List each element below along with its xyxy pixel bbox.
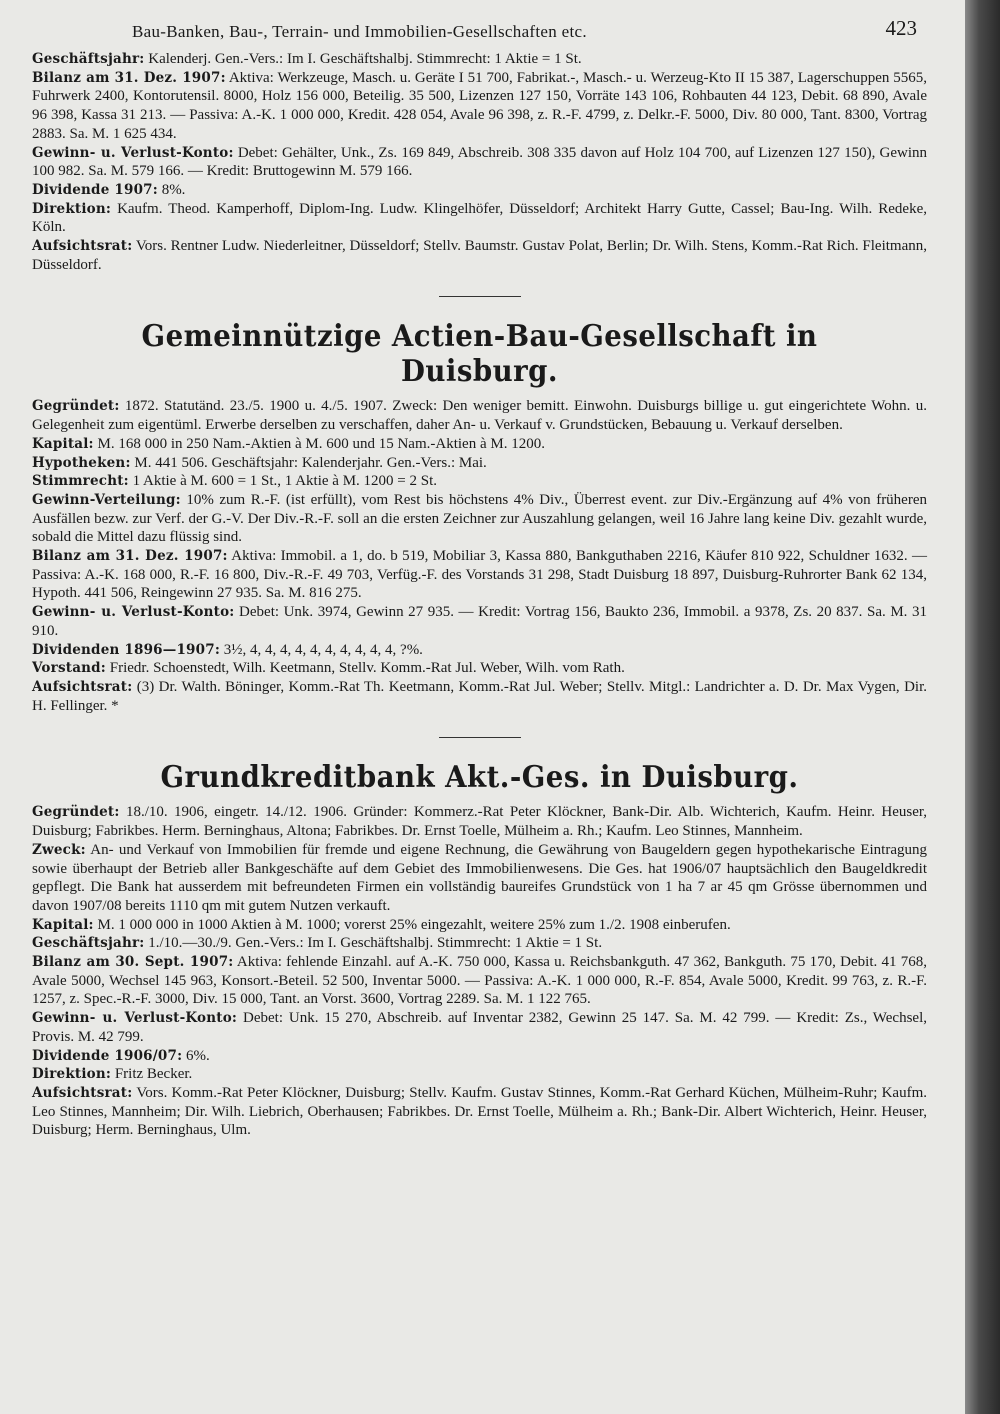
book-spine-shadow: [965, 0, 1000, 1414]
entry-paragraph: Kapital: M. 168 000 in 250 Nam.-Aktien à M. 600 und 15 Nam.-Aktien à M. 1200.: [32, 435, 545, 452]
entry-paragraph: Geschäftsjahr: Kalenderj. Gen.-Vers.: Im I. Geschäftshalbj. Stimmrecht: 1 Aktie = 1 St.: [32, 51, 582, 67]
entry-paragraph: Zweck: An- und Verkauf von Immobilien für fremde und eigene Rechnung, die Gewährung von Baugeldern gegen hypothekarische Eintragung sowie überhaupt der Betrieb aller Bankgeschäfte auf dem Gebiet des Immobilienwesens. Die Ges. hat 1906/07 hauptsächlich den Baugeldkredit gepflegt. Die Bank hat ausserdem mit befreundeten Firmen ein vollständig baureifes Grundstück von 1 ha 7 ar 45 qm Grösse übernommen und davon 1907/08 bereits 1110 qm mit gutem Nutzen verkauft.: [32, 841, 927, 914]
entry-paragraph: Gewinn- u. Verlust-Konto: Debet: Unk. 3974, Gewinn 27 935. — Kredit: Vortrag 156, Baukto 236, Immobil. a 9378, Zs. 20 837. Sa. M. 31 910.: [32, 604, 927, 639]
company-entry: [32, 760, 927, 1140]
company-heading: Grundkreditbank Akt.-Ges. in Duisburg.: [160, 760, 799, 796]
section-divider: [439, 737, 521, 738]
company-entry: [32, 319, 927, 715]
entry-paragraph: Dividenden 1896—1907: 3½, 4, 4, 4, 4, 4, 4, 4, 4, 4, 4, ?%.: [32, 641, 423, 658]
entry-paragraph: Direktion: Kaufm. Theod. Kamperhoff, Diplom-Ing. Ludw. Klingelhöfer, Düsseldorf; Architekt Harry Gutte, Cassel; Bau-Ing. Wilh. Redeke, Köln.: [32, 200, 927, 236]
entry-paragraph: Geschäftsjahr: 1./10.—30./9. Gen.-Vers.: Im I. Geschäftshalbj. Stimmrecht: 1 Aktie = 1 St.: [32, 935, 603, 952]
company-heading: Gemeinnützige Actien-Bau-Gesellschaft in Duisburg.: [141, 319, 818, 390]
entry-paragraph: Dividende 1907: 8%.: [32, 181, 186, 198]
entry-paragraph: Bilanz am 31. Dez. 1907: Aktiva: Werkzeuge, Masch. u. Geräte I 51 700, Fabrikat.-, Masch.- u. Werzeug-Kto II 15 387, Lagerschuppen 5565, Fuhrwerk 2400, Kontorutensil. 8000, Holz 156 000, Beteilig. 35 500, Lizenzen 127 150, Vorräte 143 106, Rohbauten 44 123, Debit. 68 890, Avale 96 398, Kassa 31 213. — Passiva: A.-K. 1 000 000, Kredit. 428 054, Avale 96 398, z. R.-F. 4799, z. Delkr.-F. 5000, Div. 80 000, Tant. 8300, Vortrag 2883. Sa. M. 1 625 434.: [32, 69, 927, 142]
entry-paragraph: Gewinn- u. Verlust-Konto: Debet: Unk. 15 270, Abschreib. auf Inventar 2382, Gewinn 25 147. Sa. M. 42 799. — Kredit: Zs., Wechsel, Provis. M. 42 799.: [32, 1010, 927, 1045]
entry-paragraph: Vorstand: Friedr. Schoenstedt, Wilh. Keetmann, Stellv. Komm.-Rat Jul. Weber, Wilh. vom Rath.: [32, 660, 625, 677]
entry-paragraph: Gegründet: 1872. Statutänd. 23./5. 1900 u. 4./5. 1907. Zweck: Den weniger bemitt. Einwohn. Duisburgs billige u. gut eingerichtete Wohn. u. Gelegenheit zum eigentüml. Erwerbe derselben zu verschaffen, daher An- u. Verkauf v. Grundstücken, Bebauung u. Verkauf derselben.: [32, 398, 927, 434]
entry-paragraph: Aufsichtsrat: (3) Dr. Walth. Böninger, Komm.-Rat Th. Keetmann, Komm.-Rat Jul. Weber; Stellv. Mitgl.: Landrichter a. D. Dr. Max Vygen, Dir. H. Fellinger. *: [32, 678, 927, 714]
running-title: Bau-Banken, Bau-, Terrain- und Immobilien-Gesellschaften etc.: [132, 22, 587, 41]
section-divider: [439, 296, 521, 297]
entry-paragraph: Kapital: M. 1 000 000 in 1000 Aktien à M. 1000; vorerst 25% eingezahlt, weitere 25% zum 1./2. 1908 einberufen.: [32, 916, 731, 933]
entry-paragraph: Gewinn- u. Verlust-Konto: Debet: Gehälter, Unk., Zs. 169 849, Abschreib. 308 335 davon auf Holz 104 700, auf Lizenzen 127 150), Gewinn 100 982. Sa. M. 579 166. — Kredit: Bruttogewinn M. 579 166.: [32, 144, 927, 180]
page-number: 423: [885, 16, 917, 40]
entry-paragraph: Dividende 1906/07: 6%.: [32, 1047, 210, 1064]
entry-paragraph: Gegründet: 18./10. 1906, eingetr. 14./12. 1906. Gründer: Kommerz.-Rat Peter Klöckner, Bank-Dir. Alb. Wichterich, Kaufm. Heinr. Heuser, Duisburg; Fabrikbes. Herm. Berninghaus, Altona; Fabrikbes. Dr. Ernst Toelle, Mülheim a. Rh.; Kaufm. Leo Stinnes, Mannheim.: [32, 804, 927, 840]
running-header: [32, 14, 927, 46]
entry-paragraph: Hypotheken: M. 441 506. Geschäftsjahr: Kalenderjahr. Gen.-Vers.: Mai.: [32, 454, 487, 471]
entry-paragraph: Bilanz am 30. Sept. 1907: Aktiva: fehlende Einzahl. auf A.-K. 750 000, Kassa u. Reichsbankguth. 47 362, Bankguth. 75 170, Debit. 41 768, Avale 5000, Wechsel 145 963, Konsort.-Beteil. 52 500, Inventar 5000. — Passiva: A.-K. 1 000 000, R.-F. 854, Avale 5000, Kredit. 99 763, z. R.-F. 1257, z. Spec.-R.-F. 3000, Div. 15 000, Tant. an Vorst. 3600, Vortrag 2289. Sa. M. 1 122 765.: [32, 954, 928, 1008]
company-entry-continued: [32, 50, 927, 274]
entry-paragraph: Aufsichtsrat: Vors. Rentner Ludw. Niederleitner, Düsseldorf; Stellv. Baumstr. Gustav Polat, Berlin; Dr. Wilh. Stens, Komm.-Rat Rich. Fleitmann, Düsseldorf.: [32, 238, 927, 273]
entry-paragraph: Aufsichtsrat: Vors. Komm.-Rat Peter Klöckner, Duisburg; Stellv. Kaufm. Gustav Stinnes, Komm.-Rat Gerhard Küchen, Mülheim-Ruhr; Kaufm. Leo Stinnes, Mannheim; Dir. Wilh. Liebrich, Oberhausen; Fabrikbes. Dr. Ernst Toelle, Mülheim a. Rh.; Bank-Dir. Albert Wichterich, Heinr. Heuser, Duisburg; Herm. Berninghaus, Ulm.: [32, 1084, 927, 1139]
entry-paragraph: Bilanz am 31. Dez. 1907: Aktiva: Immobil. a 1, do. b 519, Mobiliar 3, Kassa 880, Bankguthaben 2216, Käufer 810 922, Schuldner 1632. — Passiva: A.-K. 168 000, R.-F. 16 800, Div.-R.-F. 49 703, Verfüg.-F. des Vorstands 31 298, Stadt Duisburg 18 897, Duisburg-Ruhrorter Bank 62 134, Hypoth. 441 506, Reingewinn 27 935. Sa. M. 816 275.: [32, 548, 927, 602]
entry-paragraph: Stimmrecht: 1 Aktie à M. 600 = 1 St., 1 Aktie à M. 1200 = 2 St.: [32, 473, 438, 490]
entry-paragraph: Direktion: Fritz Becker.: [32, 1066, 193, 1083]
entry-paragraph: Gewinn-Verteilung: 10% zum R.-F. (ist erfüllt), vom Rest bis höchstens 4% Div., Überrest event. zur Div.-Ergänzung auf 4% von früheren Ausfällen bezw. zur Verf. der G.-V. Der Div.-R.-F. soll an die ersten Zeichner zur Auszahlung gelangen, weil 16 Jahre lang keine Div. gezahlt wurde, sobald die Mittel dazu flüssig sind.: [32, 491, 927, 546]
